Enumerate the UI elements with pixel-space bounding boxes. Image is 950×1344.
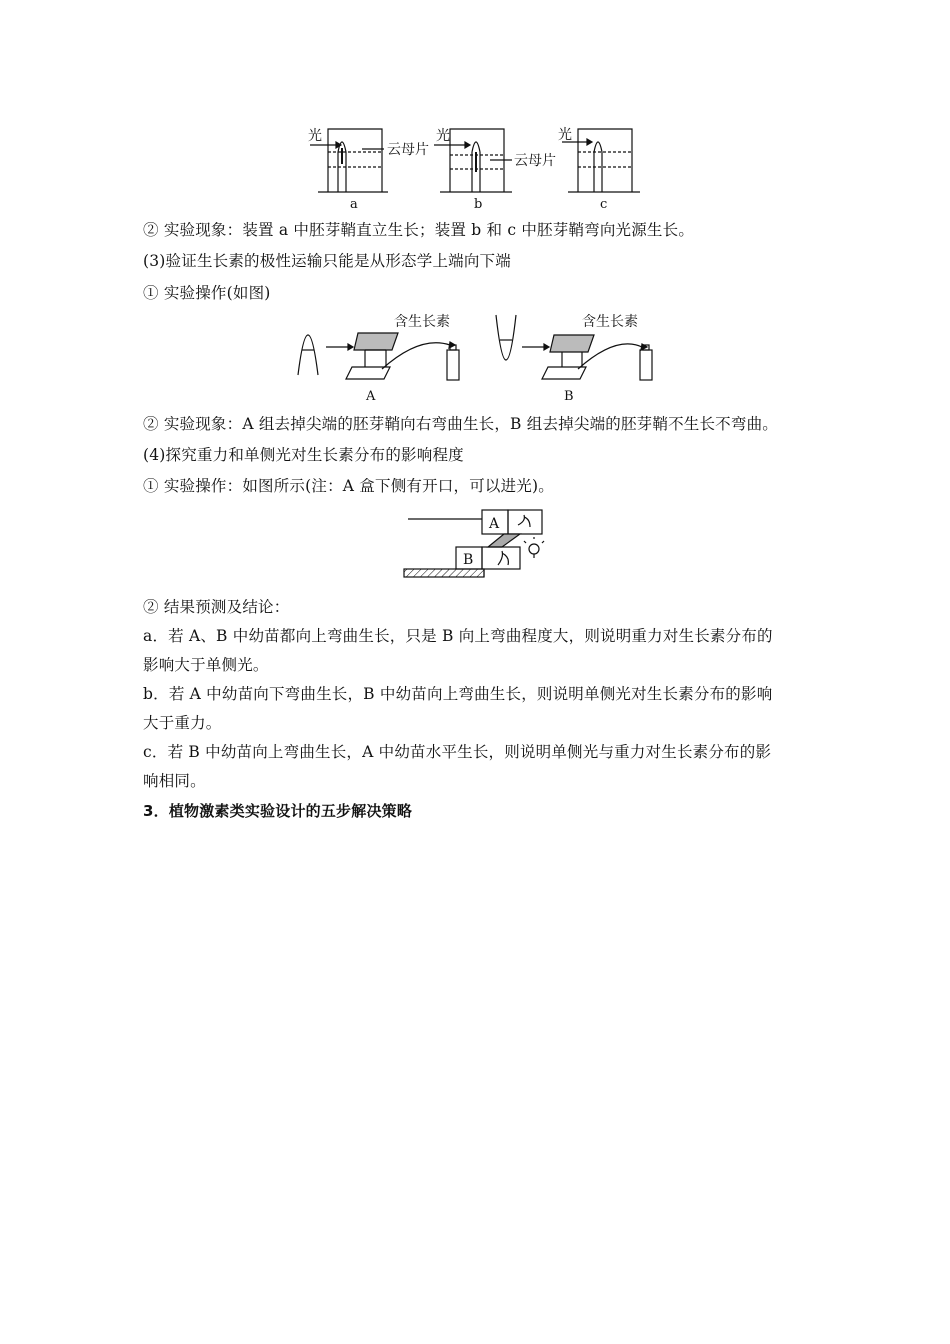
caption-b: b xyxy=(474,197,483,212)
operation-polar: ① 实验操作(如图) xyxy=(143,284,271,302)
figure-gravity-light-svg xyxy=(400,505,560,585)
agar-label-a: 含生长素 xyxy=(394,314,450,330)
caption-group-b: B xyxy=(564,389,574,404)
heading-polar-transport: (3)验证生长素的极性运输只能是从形态学上端向下端 xyxy=(143,252,511,270)
prediction-a-line2: 影响大于单侧光。 xyxy=(143,656,269,674)
light-label-c: 光 xyxy=(558,127,572,143)
box-b-label: B xyxy=(463,552,474,568)
prediction-a-line1: a．若 A、B 中幼苗都向上弯曲生长，只是 B 向上弯曲程度大，则说明重力对生长素分布的 xyxy=(143,627,773,645)
section-heading-strategy: 3．植物激素类实验设计的五步解决策略 xyxy=(143,802,413,820)
phenomenon-1: ② 实验现象：装置 a 中胚芽鞘直立生长；装置 b 和 c 中胚芽鞘弯向光源生长。 xyxy=(143,221,695,239)
agar-label-b: 含生长素 xyxy=(582,314,638,330)
group-a xyxy=(298,333,459,380)
device-c xyxy=(562,129,640,192)
mica-label-a: 云母片 xyxy=(387,142,429,158)
operation-gravity-light: ① 实验操作：如图所示(注：A 盒下侧有开口，可以进光)。 xyxy=(143,477,554,495)
caption-a: a xyxy=(350,197,358,212)
figure-coleoptile-mica-svg xyxy=(300,122,650,214)
phenomenon-polar: ② 实验现象：A 组去掉尖端的胚芽鞘向右弯曲生长，B 组去掉尖端的胚芽鞘不生长不弯曲。 xyxy=(143,415,778,433)
figure-polar-transport-svg xyxy=(290,305,670,405)
heading-gravity-light: (4)探究重力和单侧光对生长素分布的影响程度 xyxy=(143,446,464,464)
prediction-heading: ② 结果预测及结论： xyxy=(143,598,290,616)
prediction-b-line1: b．若 A 中幼苗向下弯曲生长，B 中幼苗向上弯曲生长，则说明单侧光对生长素分布的影响 xyxy=(143,685,773,703)
prediction-c-line1: c．若 B 中幼苗向上弯曲生长，A 中幼苗水平生长，则说明单侧光与重力对生长素分布的影 xyxy=(143,743,772,761)
figure-polar-transport xyxy=(290,305,670,405)
figure-coleoptile-mica xyxy=(300,122,650,214)
prediction-b-line2: 大于重力。 xyxy=(143,714,222,732)
box-a-label: A xyxy=(489,516,500,532)
caption-c: c xyxy=(600,197,608,212)
caption-group-a: A xyxy=(366,389,376,404)
figure-gravity-light xyxy=(400,505,560,585)
light-label-b: 光 xyxy=(436,128,450,144)
light-label-a: 光 xyxy=(308,128,322,144)
mica-label-b: 云母片 xyxy=(514,153,556,169)
prediction-c-line2: 响相同。 xyxy=(143,772,206,790)
